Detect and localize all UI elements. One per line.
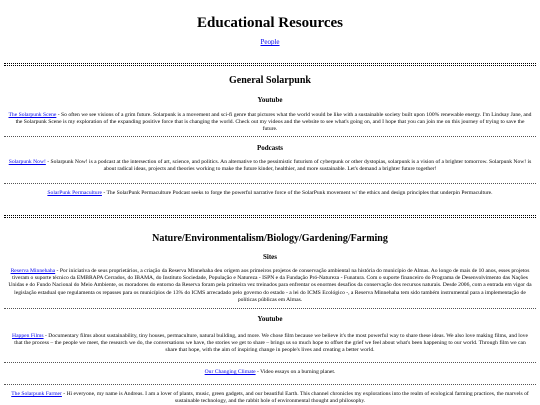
section-divider xyxy=(4,63,536,66)
entry-link[interactable]: The Solarpunk Scene xyxy=(8,112,57,118)
subheading-sites: Sites xyxy=(263,253,277,261)
entry-solarpunk-permaculture xyxy=(8,190,532,197)
entry-happen-films xyxy=(8,333,532,355)
people-link[interactable]: People xyxy=(260,38,280,46)
entry-description: - Hi everyone, my name is Andreas. I am a lover of plants, music, green gadgets, and our beautiful Earth. This channel chronicles my explorations into the realm of ecological farming practices, the marvels of sustainable technology, and the rabbit hole of environmental thought and philosophy. xyxy=(61,391,529,405)
entry-our-changing-climate xyxy=(8,369,532,376)
entry-divider xyxy=(4,308,536,309)
entry-divider xyxy=(4,183,536,184)
entry-description: - So often we see visions of a grim future. Solarpunk is a movement and sci-fi genre that pictures what the world would be like with a sustainable society built upon 100% renewable energy. I'm Lindsay Jane, and the Solarpunk Scene is my exploration of the expanding positive force that is changing the world. Check out my videos and the website to see what's going on, and I hope that you can join me on this journey of trying to save the future. xyxy=(15,112,532,133)
entry-reserva-minnehaha xyxy=(8,268,532,304)
entry-solarpunk-scene xyxy=(8,112,532,134)
subheading-youtube: Youtube xyxy=(257,96,283,104)
section-heading-solarpunk: General Solarpunk xyxy=(229,75,311,86)
entry-link[interactable]: Our Changing Climate xyxy=(204,369,256,375)
entry-divider xyxy=(4,136,536,137)
entry-link[interactable]: The Solarpunk Farmer xyxy=(11,391,62,397)
entry-description: - Video essays on a burning planet. xyxy=(255,369,336,375)
entry-link[interactable]: Happen Films xyxy=(12,333,44,339)
entry-solarpunk-now xyxy=(8,159,532,173)
subheading-podcasts: Podcasts xyxy=(256,144,284,152)
page-title: Educational Resources xyxy=(197,15,343,31)
entry-link[interactable]: SolarPunk Permaculture xyxy=(47,190,102,196)
entry-divider xyxy=(4,362,536,363)
subheading-youtube: Youtube xyxy=(257,315,283,323)
entry-link[interactable]: Solarpunk Now! xyxy=(8,159,46,165)
entry-description: - Por iniciativa de seus proprietários, a criação da Reserva Minnehaha deu origem aos primeiros projetos de conservação ambiental na história do município de Almas. Ao longo de mais de 10 anos, esses projetos tiveram o suporte técnico da EMBRAPA Cerrados, do IBAMA, do Instituto Sociedade, População e Natureza - ISPN e da Fundação Pró-Natureza - Funatura. Com o suporte financeiro do Programa de Desenvolvimento das Nações Unidas e do Fundo Nacional do Meio Ambiente, os moradores do entorno da Reserva foram pela primeira vez treinados para enfrentar os enormes desafios da conservação dos recursos naturais. Desde 2006, com a entrada em vigor da legislação estadual que regulamenta os repasses para os municípios de 13% do ICMS arrecadado pelo governo do estado - a lei do ICMS Ecológico -, a Reserva Minnehaha tem sido também instrumental para a implementação de políticas públicas em Almas. xyxy=(8,268,532,303)
entry-description: - Solarpunk Now! is a podcast at the intersection of art, science, and politics. An alternative to the pessimistic futurism of cyberpunk or other dystopias, solarpunk is a vision of a brighter tomorrow. Solarpunk Now! is about radical ideas, projects and theories working to make the future kinder, healthier, and more sustainable. Let's demand a brighter future together! xyxy=(45,159,532,173)
entry-divider xyxy=(4,384,536,385)
entry-description: - Documentary films about sustainability, tiny houses, permaculture, natural building, and more. We chose film because we believe it's the most powerful way to share these ideas. We also love making films, and love that the process – the people we meet, the research we do, the conversations we have, the stories we get to share – brings us so much hope to offset the grief we feel about what's been happening to our world. Through film we can share that hope, with the aim of inspiring change in people's lives and creating a better world. xyxy=(14,333,528,354)
section-divider xyxy=(4,215,536,218)
entry-description: - The SolarPunk Permaculture Podcast seeks to forge the powerful narrative force of the SolarPunk movement w/ the ethics and design principles that underpin Permaculture. xyxy=(101,190,493,196)
entry-solarpunk-farmer xyxy=(8,391,532,405)
entry-link[interactable]: Reserva Minnehaha xyxy=(10,268,56,274)
people-link-wrap xyxy=(0,38,540,47)
section-heading-nature: Nature/Environmentalism/Biology/Gardening/Farming xyxy=(152,233,388,244)
